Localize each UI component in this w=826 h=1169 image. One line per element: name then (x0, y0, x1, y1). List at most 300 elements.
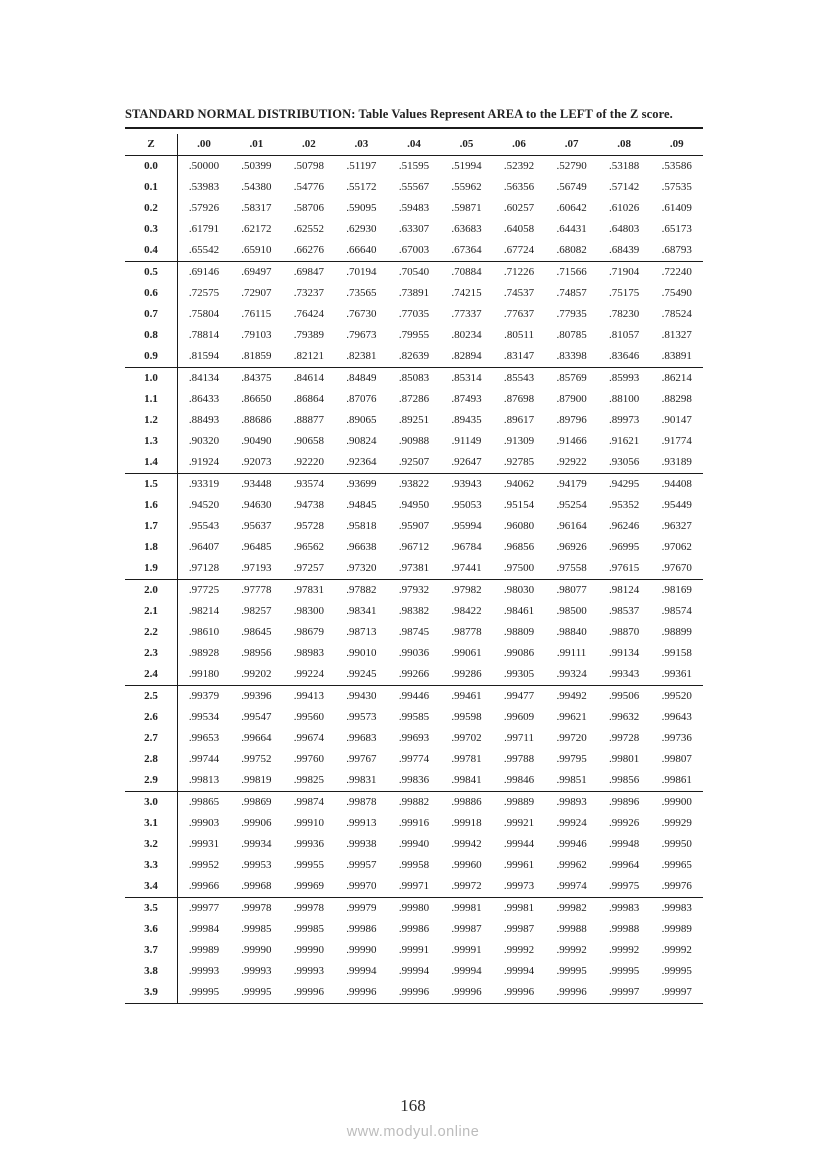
probability-cell: .99942 (451, 838, 482, 850)
probability-cell: .69847 (293, 266, 324, 278)
col-header-04: .04 (388, 134, 441, 156)
probability-cell: .99950 (661, 838, 692, 850)
probability-cell: .94630 (241, 499, 272, 511)
probability-cell: .92220 (283, 452, 336, 474)
probability-cell: .87076 (346, 393, 377, 405)
probability-cell: .99972 (440, 876, 493, 898)
probability-cell: .99851 (545, 770, 598, 792)
probability-cell: .99988 (556, 923, 587, 935)
probability-cell: .58317 (241, 202, 272, 214)
probability-cell: .99520 (661, 690, 692, 702)
probability-cell: .99996 (388, 982, 441, 1004)
probability-cell: .81859 (230, 346, 283, 368)
probability-cell: .99992 (503, 944, 535, 956)
probability-cell: .99960 (451, 859, 482, 871)
table-row (125, 410, 703, 431)
probability-cell: .99664 (241, 732, 272, 744)
probability-cell: .99994 (398, 965, 430, 977)
probability-cell: .99964 (609, 859, 640, 871)
table-row (125, 813, 703, 834)
probability-cell: .83891 (650, 346, 703, 368)
probability-cell: .99994 (503, 965, 535, 977)
probability-cell: .99598 (451, 711, 482, 723)
probability-cell: .99560 (293, 711, 324, 723)
probability-cell: .99795 (556, 753, 587, 765)
probability-cell: .76730 (346, 308, 377, 320)
probability-cell: .99995 (609, 965, 640, 977)
probability-cell: .99983 (661, 902, 692, 914)
probability-cell: .98679 (293, 626, 324, 638)
probability-cell: .91774 (661, 435, 692, 447)
z-value-cell: 2.5 (125, 686, 178, 708)
probability-cell: .97381 (388, 558, 441, 580)
z-value-cell: 1.8 (125, 537, 178, 558)
probability-cell: .64431 (556, 223, 587, 235)
probability-cell: .90824 (346, 435, 377, 447)
col-header-06: .06 (493, 134, 546, 156)
col-header-00: .00 (178, 134, 231, 156)
probability-cell: .73237 (293, 287, 324, 299)
z-value-cell: 0.7 (125, 304, 178, 325)
z-value-cell: 1.5 (125, 474, 178, 496)
probability-cell: .86864 (293, 393, 324, 405)
z-value-cell: 3.8 (125, 961, 178, 982)
probability-cell: .96246 (609, 520, 640, 532)
probability-cell: .99934 (241, 838, 272, 850)
col-header-03: .03 (335, 134, 388, 156)
probability-cell: .75175 (609, 287, 640, 299)
probability-cell: .98030 (503, 584, 535, 596)
probability-cell: .87900 (556, 393, 587, 405)
probability-cell: .97062 (661, 541, 692, 553)
probability-cell: .99379 (188, 690, 220, 702)
probability-cell: .99918 (451, 817, 482, 829)
probability-cell: .65910 (230, 240, 283, 262)
probability-cell: .99997 (598, 982, 651, 1004)
probability-cell: .99965 (661, 859, 692, 871)
probability-cell: .97670 (650, 558, 703, 580)
z-value-cell: 0.0 (125, 156, 178, 178)
table-row (125, 940, 703, 961)
probability-cell: .99788 (503, 753, 535, 765)
table-row (125, 707, 703, 728)
col-header-z: Z (125, 134, 178, 156)
probability-cell: .99245 (335, 664, 388, 686)
table-row (125, 580, 703, 602)
probability-cell: .66276 (283, 240, 336, 262)
probability-cell: .98645 (241, 626, 272, 638)
table-row (125, 262, 703, 284)
probability-cell: .97193 (230, 558, 283, 580)
probability-cell: .99987 (503, 923, 535, 935)
probability-cell: .96995 (609, 541, 640, 553)
table-row (125, 855, 703, 876)
z-value-cell: 0.1 (125, 177, 178, 198)
probability-cell: .99632 (609, 711, 640, 723)
z-value-cell: 3.9 (125, 982, 178, 1004)
probability-cell: .82639 (388, 346, 441, 368)
probability-cell: .99202 (230, 664, 283, 686)
probability-cell: .99995 (178, 982, 231, 1004)
z-value-cell: 2.4 (125, 664, 178, 686)
probability-cell: .61026 (609, 202, 640, 214)
probability-cell: .83147 (493, 346, 546, 368)
probability-cell: .98713 (346, 626, 377, 638)
probability-cell: .94520 (188, 499, 220, 511)
probability-cell: .99940 (398, 838, 430, 850)
probability-cell: .95254 (556, 499, 587, 511)
probability-cell: .87286 (398, 393, 430, 405)
probability-cell: .90658 (293, 435, 324, 447)
probability-cell: .55172 (346, 181, 377, 193)
probability-cell: .50399 (241, 160, 272, 172)
probability-cell: .99889 (503, 796, 535, 808)
probability-cell: .97831 (293, 584, 324, 596)
probability-cell: .99987 (451, 923, 482, 935)
probability-cell: .99948 (609, 838, 640, 850)
probability-cell: .98422 (451, 605, 482, 617)
probability-cell: .99413 (293, 690, 324, 702)
probability-cell: .97615 (598, 558, 651, 580)
probability-cell: .98169 (661, 584, 692, 596)
probability-cell: .99061 (451, 647, 482, 659)
z-value-cell: 0.5 (125, 262, 178, 284)
table-row (125, 919, 703, 940)
probability-cell: .60642 (556, 202, 587, 214)
probability-cell: .99970 (335, 876, 388, 898)
probability-cell: .99506 (609, 690, 640, 702)
probability-cell: .99643 (661, 711, 692, 723)
z-value-cell: 3.2 (125, 834, 178, 855)
probability-cell: .99995 (661, 965, 692, 977)
probability-cell: .92647 (440, 452, 493, 474)
table-row (125, 346, 703, 368)
probability-cell: .99720 (556, 732, 587, 744)
probability-cell: .59095 (346, 202, 377, 214)
table-row (125, 198, 703, 219)
probability-cell: .87493 (451, 393, 482, 405)
probability-cell: .93699 (346, 478, 377, 490)
probability-cell: .93822 (398, 478, 430, 490)
probability-cell: .85993 (609, 372, 640, 384)
probability-cell: .95154 (503, 499, 535, 511)
probability-cell: .99936 (293, 838, 324, 850)
probability-cell: .92364 (335, 452, 388, 474)
probability-cell: .89251 (398, 414, 430, 426)
probability-cell: .99856 (598, 770, 651, 792)
probability-cell: .99910 (293, 817, 324, 829)
probability-cell: .81594 (178, 346, 231, 368)
probability-cell: .71904 (609, 266, 640, 278)
probability-cell: .99983 (609, 902, 640, 914)
probability-cell: .96485 (241, 541, 272, 553)
probability-cell: .99825 (283, 770, 336, 792)
probability-cell: .70540 (398, 266, 430, 278)
probability-cell: .99958 (398, 859, 430, 871)
z-value-cell: 0.4 (125, 240, 178, 262)
probability-cell: .99621 (556, 711, 587, 723)
table-row (125, 664, 703, 686)
z-value-cell: 1.1 (125, 389, 178, 410)
probability-cell: .99990 (241, 944, 272, 956)
probability-cell: .57926 (188, 202, 220, 214)
probability-cell: .97882 (346, 584, 377, 596)
probability-cell: .96638 (346, 541, 377, 553)
table-row (125, 898, 703, 920)
probability-cell: .77637 (503, 308, 535, 320)
probability-cell: .99573 (346, 711, 377, 723)
z-value-cell: 3.6 (125, 919, 178, 940)
probability-cell: .99477 (503, 690, 535, 702)
probability-cell: .99585 (398, 711, 430, 723)
probability-cell: .83398 (545, 346, 598, 368)
table-row (125, 601, 703, 622)
z-value-cell: 2.8 (125, 749, 178, 770)
probability-cell: .84375 (241, 372, 272, 384)
probability-cell: .54380 (241, 181, 272, 193)
probability-cell: .99343 (598, 664, 651, 686)
z-value-cell: 0.8 (125, 325, 178, 346)
probability-cell: .88493 (188, 414, 220, 426)
table-row (125, 240, 703, 262)
probability-cell: .99974 (545, 876, 598, 898)
table-row (125, 643, 703, 664)
probability-cell: .64803 (609, 223, 640, 235)
probability-cell: .99986 (398, 923, 430, 935)
probability-cell: .78814 (188, 329, 220, 341)
probability-cell: .99674 (293, 732, 324, 744)
probability-cell: .96784 (451, 541, 482, 553)
probability-cell: .59483 (398, 202, 430, 214)
table-row (125, 304, 703, 325)
probability-cell: .99906 (241, 817, 272, 829)
z-value-cell: 1.2 (125, 410, 178, 431)
probability-cell: .99752 (241, 753, 272, 765)
probability-cell: .99869 (241, 796, 272, 808)
probability-cell: .84849 (346, 372, 377, 384)
probability-cell: .92073 (230, 452, 283, 474)
probability-cell: .99995 (230, 982, 283, 1004)
probability-cell: .82121 (283, 346, 336, 368)
table-row (125, 389, 703, 410)
probability-cell: .72240 (661, 266, 692, 278)
probability-cell: .98300 (293, 605, 324, 617)
probability-cell: .99813 (178, 770, 231, 792)
probability-cell: .99446 (398, 690, 430, 702)
probability-cell: .77337 (451, 308, 482, 320)
probability-cell: .99921 (503, 817, 535, 829)
probability-cell: .85314 (451, 372, 482, 384)
probability-cell: .96562 (293, 541, 324, 553)
probability-cell: .98461 (503, 605, 535, 617)
probability-cell: .90320 (188, 435, 220, 447)
z-score-table (125, 134, 703, 1004)
table-row (125, 474, 703, 496)
probability-cell: .88686 (241, 414, 272, 426)
probability-cell: .81327 (661, 329, 692, 341)
probability-cell: .92785 (493, 452, 546, 474)
probability-cell: .97441 (440, 558, 493, 580)
probability-cell: .98983 (293, 647, 324, 659)
probability-cell: .99990 (293, 944, 324, 956)
probability-cell: .99846 (493, 770, 546, 792)
probability-cell: .97500 (493, 558, 546, 580)
probability-cell: .99111 (556, 647, 587, 659)
probability-cell: .62552 (293, 223, 324, 235)
probability-cell: .67724 (493, 240, 546, 262)
table-row (125, 728, 703, 749)
probability-cell: .99996 (335, 982, 388, 1004)
probability-cell: .95818 (346, 520, 377, 532)
probability-cell: .99938 (346, 838, 377, 850)
probability-cell: .55962 (451, 181, 482, 193)
probability-cell: .94950 (398, 499, 430, 511)
probability-cell: .99744 (188, 753, 220, 765)
probability-cell: .87698 (503, 393, 535, 405)
probability-cell: .99975 (598, 876, 651, 898)
probability-cell: .99991 (451, 944, 482, 956)
probability-cell: .62172 (241, 223, 272, 235)
probability-cell: .99985 (241, 923, 272, 935)
probability-cell: .99609 (503, 711, 535, 723)
z-value-cell: 1.0 (125, 368, 178, 390)
probability-cell: .61791 (188, 223, 220, 235)
probability-cell: .68439 (598, 240, 651, 262)
probability-cell: .99982 (556, 902, 587, 914)
probability-cell: .76424 (293, 308, 324, 320)
probability-cell: .99865 (188, 796, 220, 808)
probability-cell: .58706 (293, 202, 324, 214)
probability-cell: .99492 (556, 690, 587, 702)
probability-cell: .90490 (241, 435, 272, 447)
probability-cell: .80234 (451, 329, 482, 341)
probability-cell: .99913 (346, 817, 377, 829)
z-value-cell: 2.7 (125, 728, 178, 749)
probability-cell: .50798 (293, 160, 324, 172)
probability-cell: .99878 (346, 796, 377, 808)
probability-cell: .94845 (346, 499, 377, 511)
probability-cell: .73565 (346, 287, 377, 299)
probability-cell: .99962 (556, 859, 587, 871)
probability-cell: .68793 (650, 240, 703, 262)
probability-cell: .98124 (609, 584, 640, 596)
table-row (125, 431, 703, 452)
probability-cell: .98214 (188, 605, 220, 617)
page-number: 168 (400, 1096, 426, 1115)
probability-cell: .51595 (398, 160, 430, 172)
z-value-cell: 0.9 (125, 346, 178, 368)
col-header-09: .09 (650, 134, 703, 156)
probability-cell: .81057 (609, 329, 640, 341)
probability-cell: .74857 (556, 287, 587, 299)
z-value-cell: 3.3 (125, 855, 178, 876)
probability-cell: .67364 (440, 240, 493, 262)
probability-cell: .99916 (398, 817, 430, 829)
probability-cell: .93448 (241, 478, 272, 490)
probability-cell: .99534 (188, 711, 220, 723)
probability-cell: .99158 (661, 647, 692, 659)
probability-cell: .99929 (661, 817, 692, 829)
probability-cell: .54776 (293, 181, 324, 193)
probability-cell: .99979 (346, 902, 377, 914)
z-value-cell: 0.6 (125, 283, 178, 304)
table-row (125, 452, 703, 474)
watermark-text: www.modyul.online (346, 1124, 480, 1140)
probability-cell: .75804 (188, 308, 220, 320)
z-value-cell: 1.4 (125, 452, 178, 474)
probability-cell: .97257 (283, 558, 336, 580)
probability-cell: .99900 (661, 796, 692, 808)
probability-cell: .99980 (398, 902, 430, 914)
probability-cell: .85543 (503, 372, 535, 384)
probability-cell: .99989 (188, 944, 220, 956)
probability-cell: .89065 (346, 414, 377, 426)
probability-cell: .99893 (556, 796, 587, 808)
probability-cell: .99946 (556, 838, 587, 850)
col-header-08: .08 (598, 134, 651, 156)
probability-cell: .99993 (241, 965, 272, 977)
probability-cell: .97725 (188, 584, 220, 596)
probability-cell: .98574 (661, 605, 692, 617)
probability-cell: .77935 (556, 308, 587, 320)
probability-cell: .71226 (503, 266, 535, 278)
table-row (125, 834, 703, 855)
probability-cell: .99931 (188, 838, 220, 850)
probability-cell: .99774 (398, 753, 430, 765)
probability-cell: .96407 (188, 541, 220, 553)
probability-cell: .52392 (503, 160, 535, 172)
probability-cell: .97982 (451, 584, 482, 596)
probability-cell: .83646 (598, 346, 651, 368)
probability-cell: .99896 (609, 796, 640, 808)
probability-cell: .99968 (230, 876, 283, 898)
probability-cell: .99926 (609, 817, 640, 829)
probability-cell: .74537 (503, 287, 535, 299)
probability-cell: .99944 (503, 838, 535, 850)
probability-cell: .95449 (661, 499, 692, 511)
probability-cell: .99990 (346, 944, 377, 956)
probability-cell: .93319 (188, 478, 220, 490)
probability-cell: .79389 (293, 329, 324, 341)
probability-cell: .99973 (493, 876, 546, 898)
z-value-cell: 3.1 (125, 813, 178, 834)
probability-cell: .53188 (609, 160, 640, 172)
table-row (125, 961, 703, 982)
probability-cell: .98840 (556, 626, 587, 638)
probability-cell: .76115 (241, 308, 272, 320)
probability-cell: .96856 (503, 541, 535, 553)
probability-cell: .80511 (504, 329, 534, 341)
probability-cell: .99981 (503, 902, 535, 914)
probability-cell: .99978 (293, 902, 324, 914)
probability-cell: .85769 (556, 372, 587, 384)
table-row (125, 516, 703, 537)
probability-cell: .99992 (661, 944, 692, 956)
probability-cell: .86650 (241, 393, 272, 405)
probability-cell: .98341 (346, 605, 377, 617)
probability-cell: .98899 (661, 626, 692, 638)
probability-cell: .99992 (609, 944, 640, 956)
probability-cell: .99924 (556, 817, 587, 829)
probability-cell: .72575 (188, 287, 220, 299)
probability-cell: .91621 (609, 435, 640, 447)
probability-cell: .91149 (451, 435, 482, 447)
probability-cell: .99836 (388, 770, 441, 792)
probability-cell: .88100 (609, 393, 640, 405)
probability-cell: .99886 (451, 796, 482, 808)
probability-cell: .99396 (241, 690, 272, 702)
probability-cell: .74215 (451, 287, 482, 299)
